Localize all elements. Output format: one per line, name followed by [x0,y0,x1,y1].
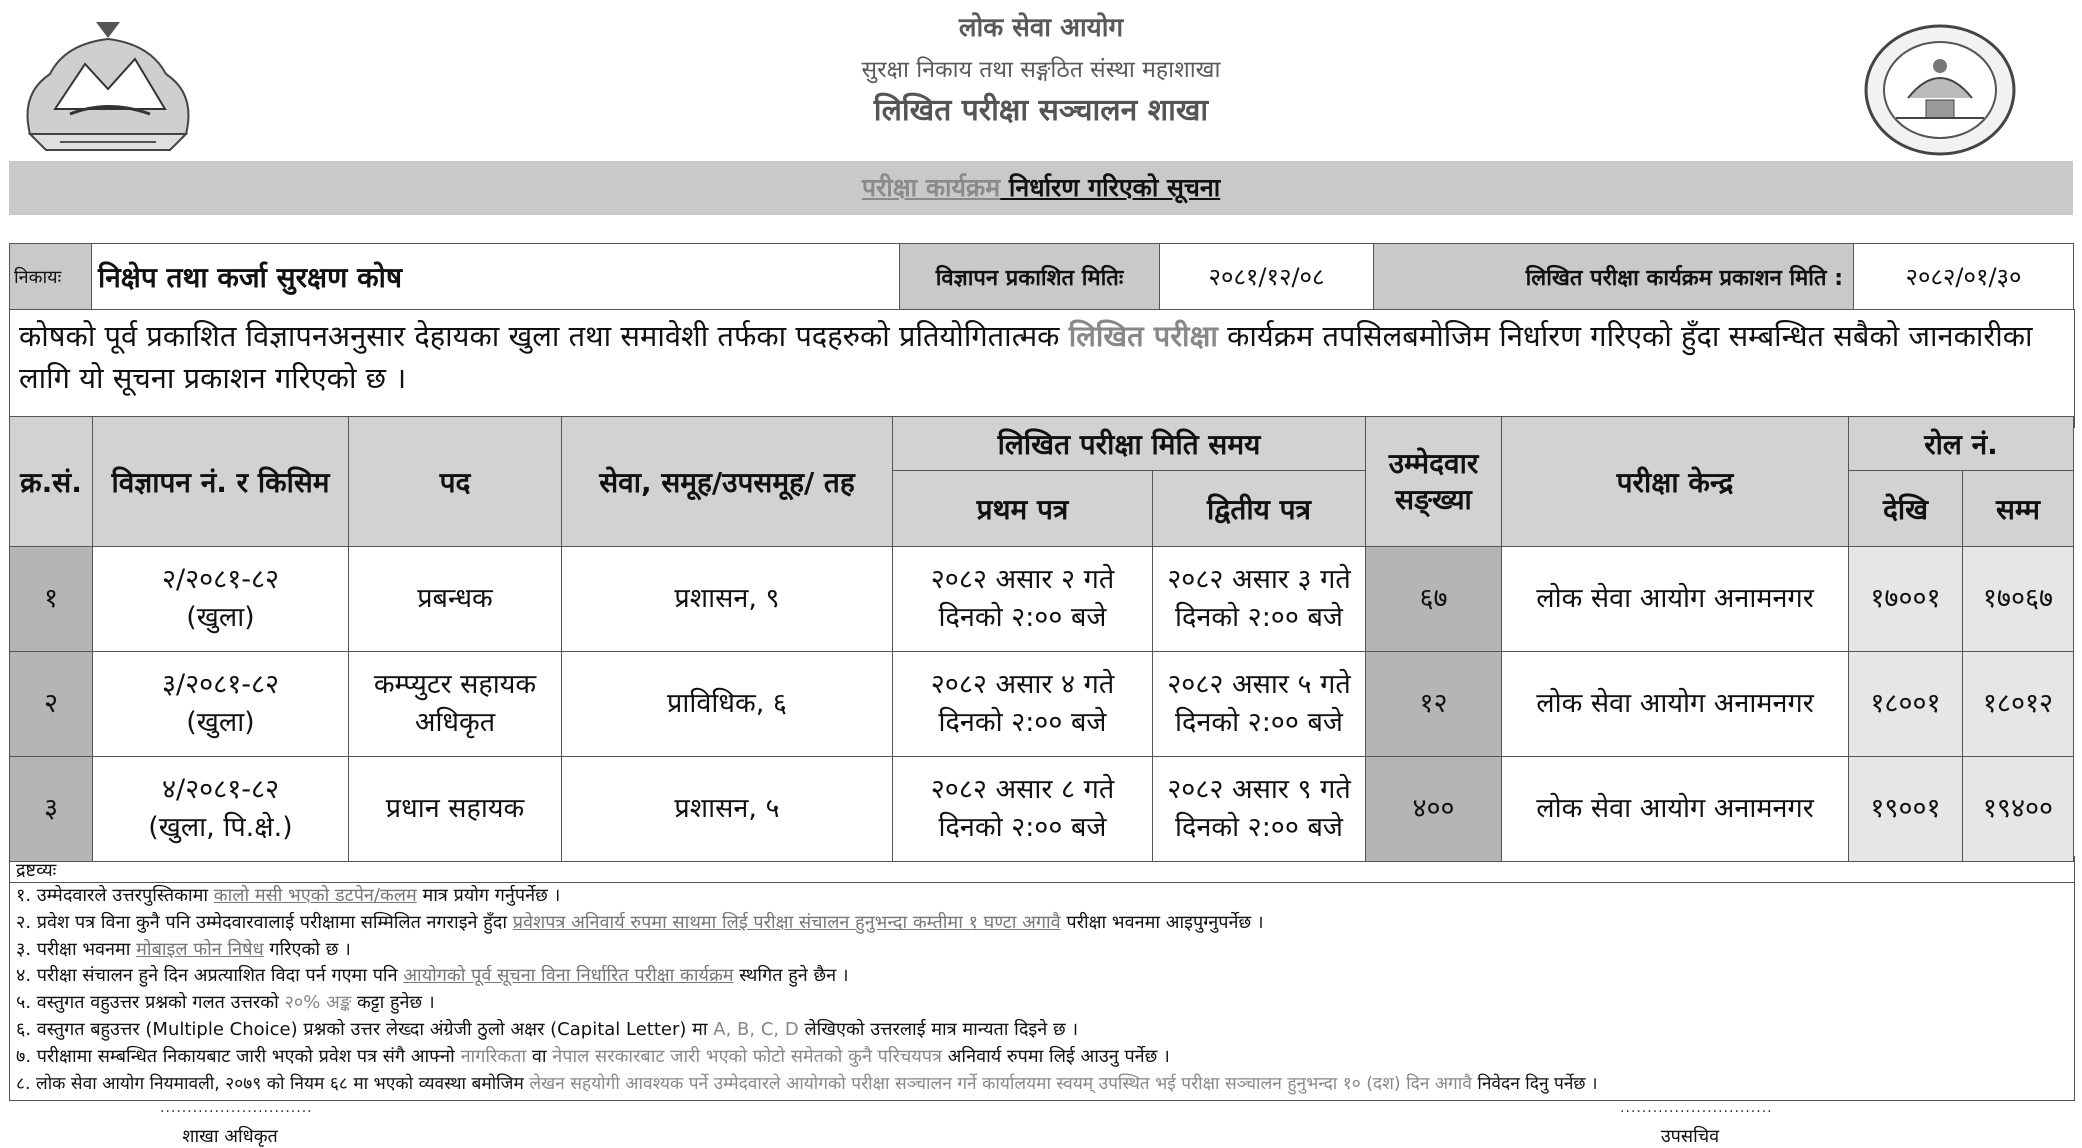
header-subtitle: सुरक्षा निकाय तथा सङ्गठित संस्था महाशाखा [861,57,1221,83]
intro-highlight: लिखित परीक्षा [1068,319,1218,353]
row-adv: ३/२०८१-८२ (खुला) [93,652,349,757]
psc-seal-icon [1856,18,2024,158]
row-sn: १ [10,547,93,652]
intro-text-after: कार्यक्रम तपसिलबमोजिम निर्धारण गरिएको हुँदा सम्बन्धित सबैको जानकारीका लागि यो सूचना प्रकाशन गरिएको छ । [19,319,2033,395]
row-center: लोक सेवा आयोग अनामनगर [1502,757,1849,862]
row-service: प्रशासन, ९ [562,547,893,652]
header-exam-center: परीक्षा केन्द्र [1502,417,1849,547]
note-2: २. प्रवेश पत्र विना कुनै पनि उम्मेदवारवालाई परीक्षामा सम्मिलित नगराइने हुँदा प्रवेशपत्र अनिवार्य रुपमा साथमा लिई परीक्षा संचालन हुनुभन्दा कम्तीमा १ घण्टा अगावै परीक्षा भवनमा आइपुग्नुपर्नेछ । [16,911,1264,933]
org-label: निकायः [10,244,92,310]
row-service: प्राविधिक, ६ [562,652,893,757]
row-roll-to: १७०६७ [1963,547,2074,652]
table-row [10,757,2074,862]
intro-paragraph [9,309,2075,428]
row-service: प्रशासन, ५ [562,757,893,862]
header-paper1: प्रथम पत्र [893,471,1153,547]
row-roll-from: १९००१ [1849,757,1963,862]
row-center: लोक सेवा आयोग अनामनगर [1502,652,1849,757]
note-7: ७. परीक्षामा सम्बन्धित निकायबाट जारी भएको प्रवेश पत्र संगै आफ्नो नागरिकता वा नेपाल सरकारबाट जारी भएको फोटो समेतको कुनै परिचयपत्र अनिवार्य रुपमा लिई आउनु पर्नेछ । [16,1045,1170,1067]
note-6: ६. वस्तुगत बहुउत्तर (Multiple Choice) प्रश्नको उत्तर लेख्दा अंग्रेजी ठुलो अक्षर (Capital Letter) मा A, B, C, D लेखिएको उत्तरलाई मात्र मान्यता दिइने छ । [16,1018,1079,1040]
row-roll-from: १८००१ [1849,652,1963,757]
header-service: सेवा, समूह/उपसमूह/ तह [562,417,893,547]
header-roll-no: रोल नं. [1849,417,2074,471]
header-roll-from: देखि [1849,471,1963,547]
notice-banner [9,161,2073,215]
row-paper1: २०८२ असार ८ गते दिनको २:०० बजे [893,757,1153,862]
row-post: प्रबन्धक [349,547,562,652]
row-sn: ३ [10,757,93,862]
header-roll-to: सम्म [1963,471,2074,547]
signature-right-title: उपसचिव [1660,1126,1720,1147]
signature-right [1620,1100,1773,1148]
header-sn: क्र.सं. [10,417,93,547]
header-section: लिखित परीक्षा सञ्चालन शाखा [873,93,1209,128]
header-exam-datetime: लिखित परीक्षा मिति समय [893,417,1366,471]
note-3: ३. परीक्षा भवनमा मोबाइल फोन निषेध गरिएको छ । [16,938,351,960]
header [0,0,2082,160]
row-count: ४०० [1366,757,1502,862]
header-title: लोक सेवा आयोग [958,13,1124,43]
row-roll-to: १९४०० [1963,757,2074,862]
row-adv: २/२०८१-८२ (खुला) [93,547,349,652]
row-roll-from: १७००१ [1849,547,1963,652]
row-post: कम्प्युटर सहायक अधिकृत [349,652,562,757]
adv-date-label: विज्ञापन प्रकाशित मितिः [900,244,1160,310]
pub-date-label: लिखित परीक्षा कार्यक्रम प्रकाशन मिति : [1374,244,1854,310]
signature-left-title: शाखा अधिकृत [182,1126,278,1147]
row-adv: ४/२०८१-८२ (खुला, पि.क्षे.) [93,757,349,862]
row-roll-to: १८०१२ [1963,652,2074,757]
row-paper2: २०८२ असार ९ गते दिनको २:०० बजे [1153,757,1366,862]
row-paper2: २०८२ असार ५ गते दिनको २:०० बजे [1153,652,1366,757]
intro-text-before: कोषको पूर्व प्रकाशित विज्ञापनअनुसार देहायका खुला तथा समावेशी तर्फका पदहरुको प्रतियोगितात्मक [19,319,1069,353]
table-row [10,547,2074,652]
signature-left [160,1100,313,1148]
notes-section [9,856,2075,1101]
note-4: ४. परीक्षा संचालन हुने दिन अप्रत्याशित विदा पर्न गएमा पनि आयोगको पूर्व सूचना विना निर्धारित परीक्षा कार्यक्रम स्थगित हुने छैन । [16,965,849,987]
header-adv: विज्ञापन नं. र किसिम [93,417,349,547]
row-count: ६७ [1366,547,1502,652]
adv-date-value: २०८१/१२/०८ [1160,244,1374,310]
header-candidate-count: उम्मेदवार सङ्ख्या [1366,417,1502,547]
row-paper1: २०८२ असार ४ गते दिनको २:०० बजे [893,652,1153,757]
note-8: ८. लोक सेवा आयोग नियमावली, २०७९ को नियम ६८ मा भएको व्यवस्था बमोजिम लेखन सहयोगी आवश्यक पर्ने उम्मेदवारले आयोगको परीक्षा सञ्चालन गर्ने कार्यालयमा स्वयम् उपस्थित भई परीक्षा सञ्चालन हुनुभन्दा १० (दश) दिन अगावै निवेदन दिनु पर्नेछ । [16,1073,1598,1094]
pub-date-value: २०८२/०१/३० [1854,244,2074,310]
banner-notice-title: निर्धारण गरिएको सूचना [1000,173,1221,202]
row-paper2: २०८२ असार ३ गते दिनको २:०० बजे [1153,547,1366,652]
note-1: १. उम्मेदवारले उत्तरपुस्तिकामा कालो मसी भएको डटपेन/कलम मात्र प्रयोग गर्नुपर्नेछ । [16,885,561,906]
note-5: ५. वस्तुगत वहुउत्तर प्रश्नको गलत उत्तरको २०% अङ्क कट्टा हुनेछ । [16,992,435,1014]
header-paper2: द्वितीय पत्र [1153,471,1366,547]
notes-title: द्रष्टव्यः [10,856,2074,883]
row-count: १२ [1366,652,1502,757]
org-value: निक्षेप तथा कर्जा सुरक्षण कोष [92,244,900,310]
row-paper1: २०८२ असार २ गते दिनको २:०० बजे [893,547,1153,652]
header-post: पद [349,417,562,547]
row-post: प्रधान सहायक [349,757,562,862]
table-row [10,652,2074,757]
info-table [9,243,2074,310]
row-sn: २ [10,652,93,757]
signature-line-right: ............................ [1620,1100,1773,1116]
banner-exam-program: परीक्षा कार्यक्रम [861,173,1001,202]
row-center: लोक सेवा आयोग अनामनगर [1502,547,1849,652]
signature-line-left: ............................ [160,1100,313,1116]
exam-schedule-table [9,416,2074,862]
